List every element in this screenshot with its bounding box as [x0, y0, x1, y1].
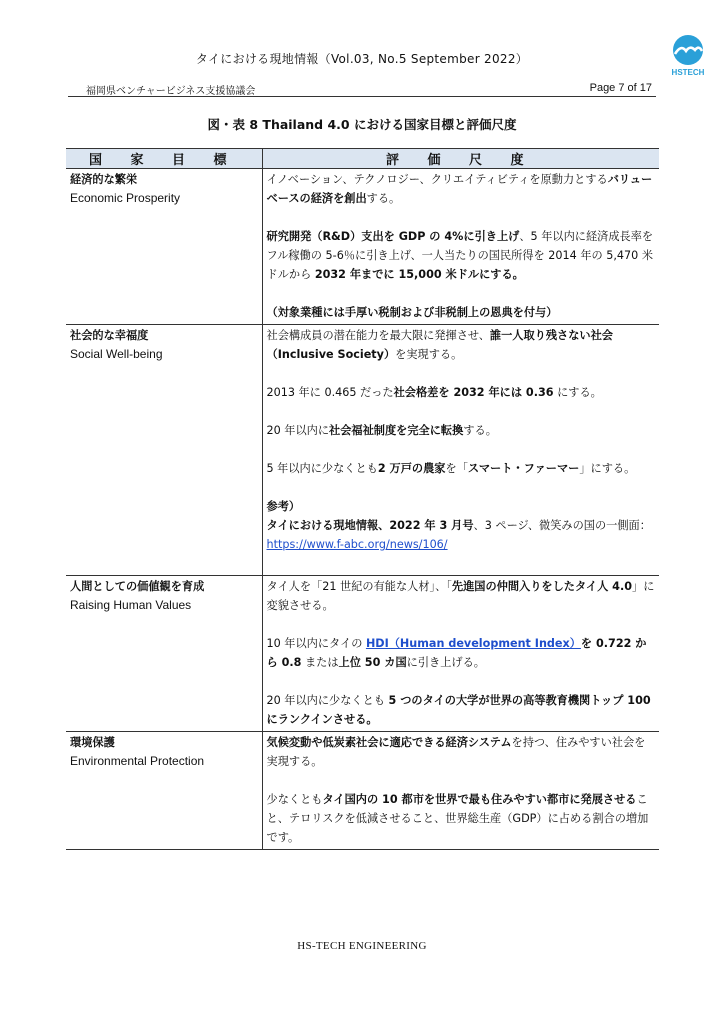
column-header-measure: 評 価 尺 度 [262, 149, 659, 169]
goal-title-en: Social Well-being [70, 347, 163, 361]
table-row [66, 325, 659, 576]
measure-cell [262, 576, 659, 732]
measure-text: 2013 年に 0.465 だった社会格差を 2032 年には 0.36 にする。 [266, 386, 602, 399]
measure-cell [262, 732, 659, 850]
figure-title: 図・表 8 Thailand 4.0 における国家目標と評価尺度 [207, 117, 517, 132]
header-rule [68, 82, 656, 97]
table-row [66, 169, 659, 325]
goal-cell [66, 576, 262, 732]
goal-title-jp: 人間としての価値観を育成 [70, 580, 205, 593]
hdi-link[interactable]: HDI（Human development Index） [365, 637, 581, 650]
document-footer: HS-TECH ENGINEERING [297, 940, 427, 952]
goal-cell [66, 169, 262, 325]
measure-text: 5 年以内に少なくとも2 万戸の農家を「スマート・ファーマー」にする。 [266, 462, 636, 475]
measure-text: タイ人を「21 世紀の有能な人材」、「先進国の仲間入りをしたタイ人 4.0」に変貌させる。 [266, 580, 655, 612]
measure-text: 社会構成員の潜在能力を最大限に発揮させ、誰一人取り残さない社会（Inclusive Society）を実現する。 [266, 329, 613, 361]
measure-text: 研究開発（R&D）支出を GDP の 4%に引き上げ、5 年以内に経済成長率をフル稼働の 5-6％に引き上げ、一人当たりの国民所得を 2014 年の 5,470 米ドルから 2032 年までに 15,000 米ドルにする。 [266, 230, 654, 281]
goal-title-jp: 経済的な繁栄 [70, 173, 138, 186]
measure-text: （対象業種には手厚い税制および非税制上の恩典を付与） [266, 306, 558, 319]
goals-table [66, 148, 659, 850]
reference-link[interactable]: https://www.f-abc.org/news/106/ [266, 538, 448, 551]
reference-text: タイにおける現地情報、2022 年 3 月号、3 ページ、微笑みの国の一側面：https://www.f-abc.org/news/106/ [266, 519, 651, 551]
measure-cell [262, 325, 659, 576]
organization-name: 福岡県ベンチャービジネス支援協議会 [86, 86, 256, 97]
goal-title-en: Environmental Protection [70, 754, 205, 768]
svg-text:HSTECH: HSTECH [671, 68, 705, 77]
hstech-logo [668, 34, 708, 78]
goal-title-en: Raising Human Values [70, 598, 192, 612]
measure-text: 20 年以内に社会福祉制度を完全に転換する。 [266, 424, 497, 437]
document-header-title: タイにおける現地情報（Vol.03, No.5 September 2022） [195, 52, 529, 66]
measure-cell [262, 169, 659, 325]
measure-text: 気候変動や低炭素社会に適応できる経済システムを持つ、住みやすい社会を実現する。 [266, 736, 646, 768]
goal-cell [66, 325, 262, 576]
goal-cell [66, 732, 262, 850]
measure-text: 10 年以内にタイの HDI（Human development Index）を 0.722 から 0.8 または上位 50 カ国に引き上げる。 [266, 637, 647, 669]
goal-title-jp: 環境保護 [70, 736, 115, 749]
page-number: Page 7 of 17 [589, 82, 652, 94]
table-header-row [66, 149, 659, 169]
goal-title-jp: 社会的な幸福度 [70, 329, 149, 342]
measure-text: イノベーション、テクノロジー、クリエイティビティを原動力とするバリューベースの経済を創出する。 [266, 173, 653, 205]
table-row [66, 576, 659, 732]
measure-text: 20 年以内に少なくとも 5 つのタイの大学が世界の高等教育機関トップ 100 にランクインさせる。 [266, 694, 651, 726]
measure-text: 少なくともタイ国内の 10 都市を世界で最も住みやすい都市に発展させること、テロリスクを低減させること、世界総生産（GDP）に占める割合の増加です。 [266, 793, 649, 844]
table-row [66, 732, 659, 850]
reference-label: 参考） [266, 500, 301, 513]
goal-title-en: Economic Prosperity [70, 191, 181, 205]
column-header-goal: 国 家 目 標 [66, 149, 262, 169]
